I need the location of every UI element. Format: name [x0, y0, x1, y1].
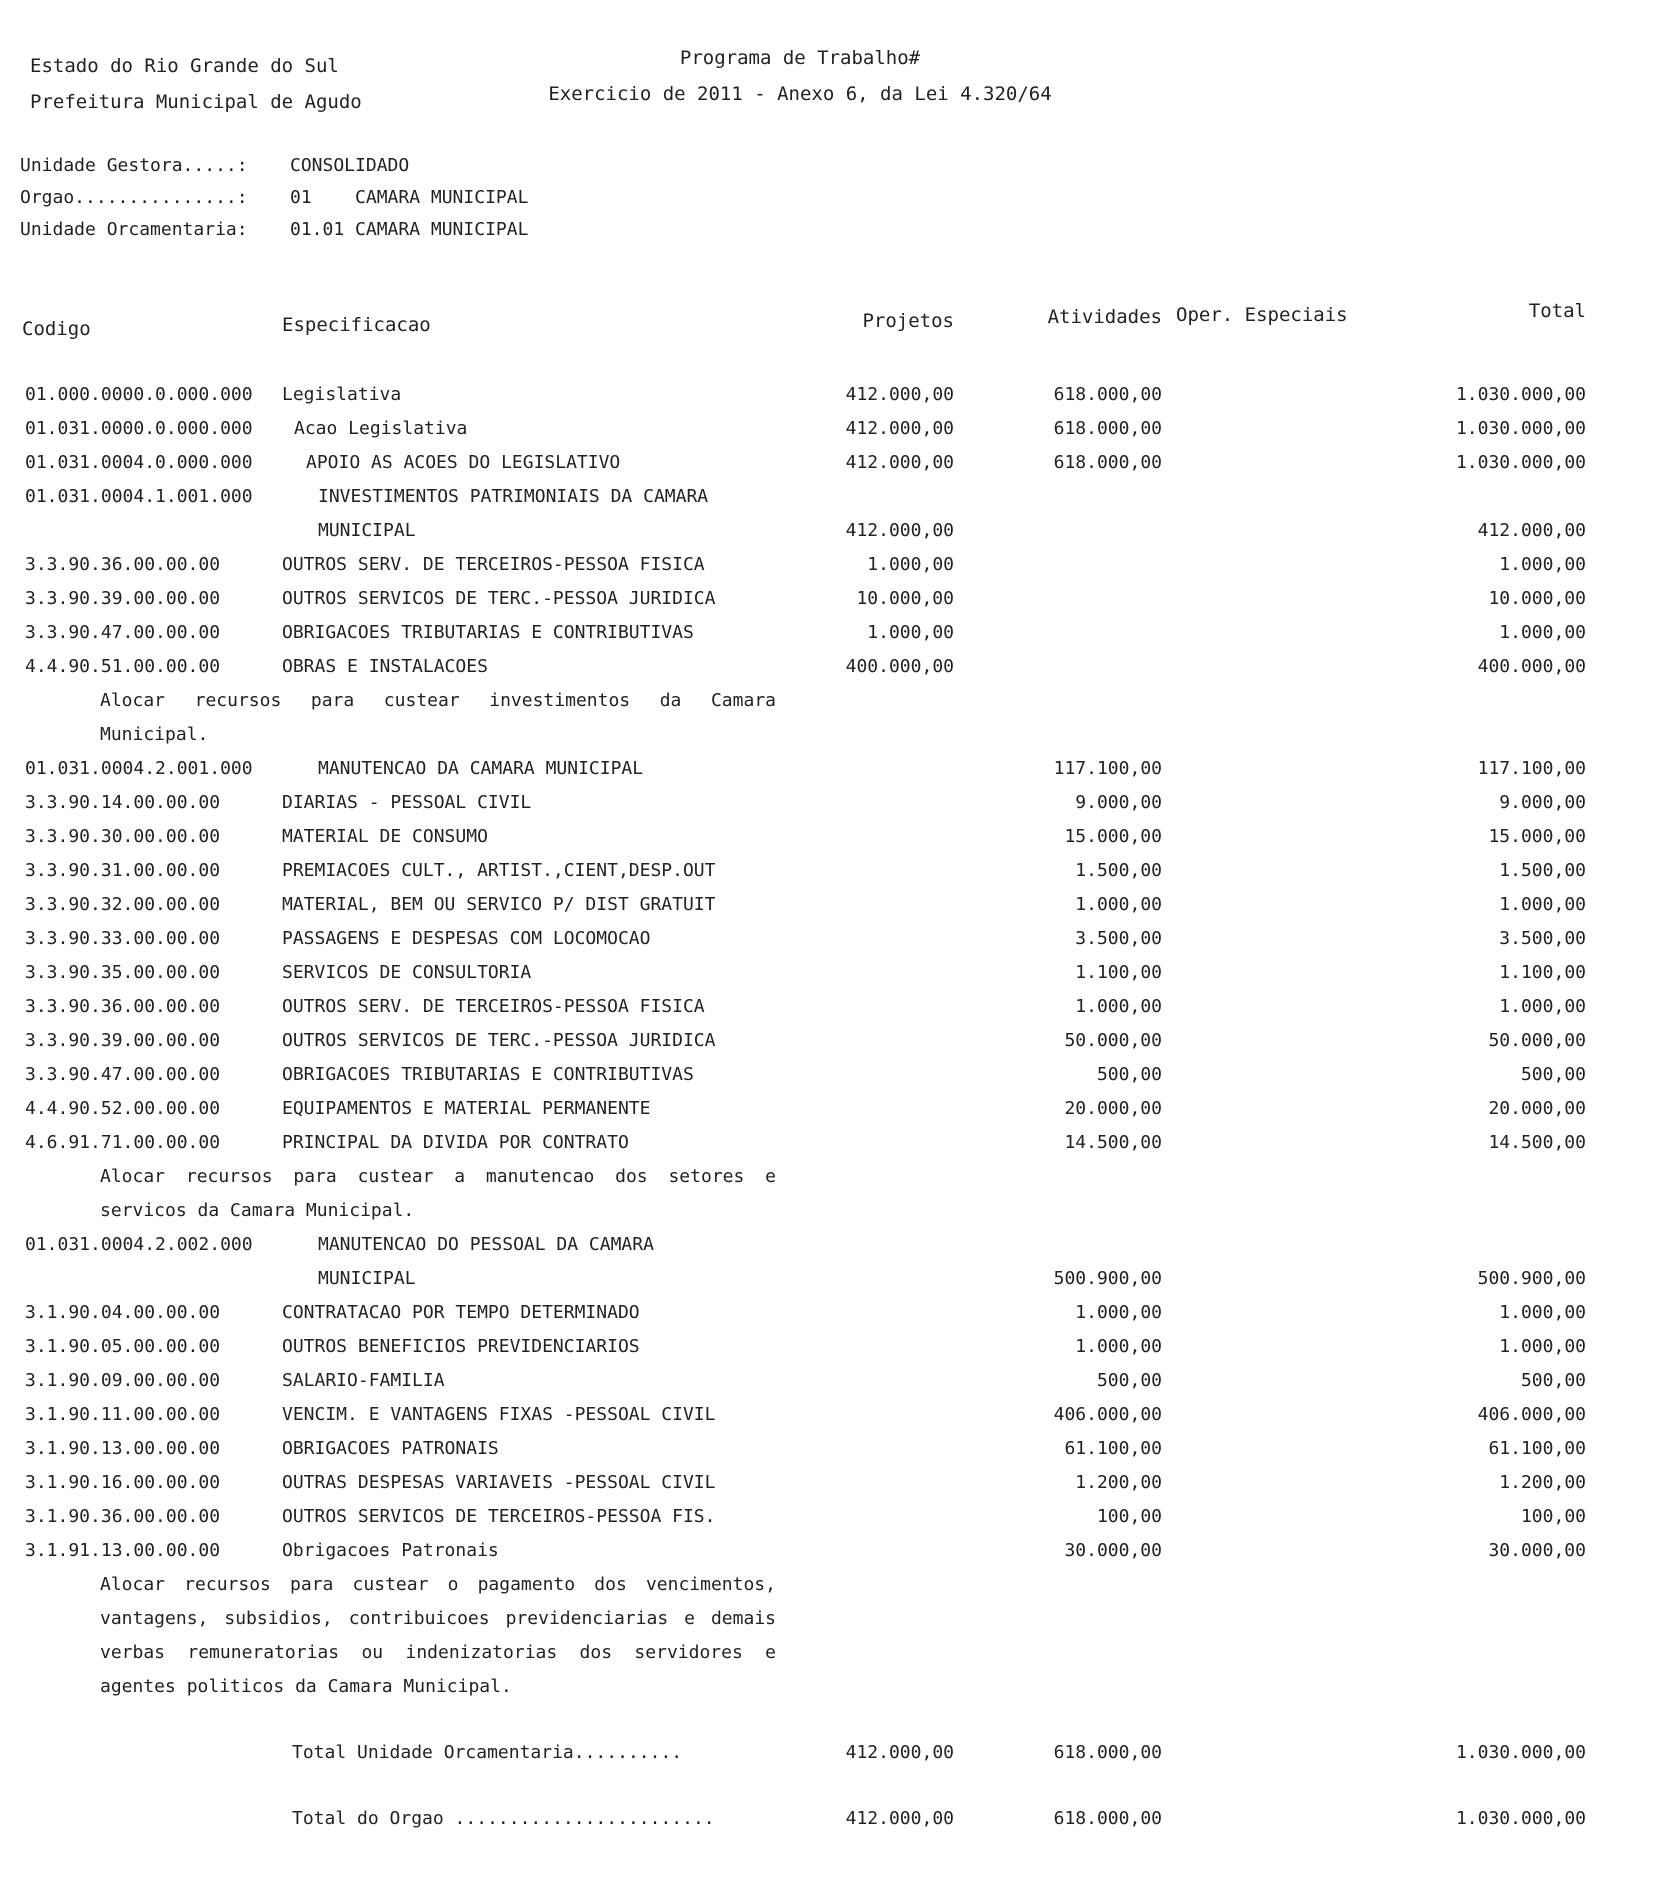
- projetos-cell: 1.000,00: [867, 554, 954, 575]
- specification-cell: MATERIAL DE CONSUMO: [282, 826, 488, 847]
- code-cell: 3.3.90.47.00.00.00: [25, 1064, 221, 1085]
- specification-cell: INVESTIMENTOS PATRIMONIAIS DA CAMARA: [318, 486, 709, 507]
- total-cell: 10.000,00: [1488, 588, 1586, 609]
- code-cell: 01.031.0000.0.000.000: [25, 418, 253, 439]
- total-value: 1.030.000,00: [1455, 1808, 1586, 1829]
- table-row: [0, 820, 1654, 854]
- specification-cell: OUTRAS DESPESAS VARIAVEIS -PESSOAL CIVIL: [282, 1472, 716, 1493]
- total-cell: 50.000,00: [1488, 1030, 1586, 1051]
- total-atividades: 618.000,00: [1053, 1742, 1162, 1763]
- code-cell: 3.1.90.09.00.00.00: [25, 1370, 221, 1391]
- table-row: [0, 1398, 1654, 1432]
- total-projetos: 412.000,00: [845, 1742, 954, 1763]
- specification-cell: EQUIPAMENTOS E MATERIAL PERMANENTE: [282, 1098, 651, 1119]
- projetos-cell: 412.000,00: [845, 384, 954, 405]
- specification-cell: OUTROS SERVICOS DE TERCEIROS-PESSOA FIS.: [282, 1506, 716, 1527]
- atividades-cell: 1.000,00: [1075, 894, 1162, 915]
- total-cell: 1.000,00: [1499, 1302, 1586, 1323]
- projetos-cell: 10.000,00: [856, 588, 954, 609]
- total-cell: 14.500,00: [1488, 1132, 1586, 1153]
- column-header-total: Total: [1528, 300, 1586, 322]
- specification-cell: MUNICIPAL: [318, 520, 416, 541]
- table-row: [0, 412, 1654, 446]
- specification-cell: PREMIACOES CULT., ARTIST.,CIENT,DESP.OUT: [282, 860, 716, 881]
- total-cell: 500.900,00: [1477, 1268, 1586, 1289]
- code-cell: 3.3.90.14.00.00.00: [25, 792, 221, 813]
- total-cell: 400.000,00: [1477, 656, 1586, 677]
- code-cell: 3.3.90.36.00.00.00: [25, 554, 221, 575]
- specification-cell: OUTROS SERV. DE TERCEIROS-PESSOA FISICA: [282, 996, 705, 1017]
- code-cell: 3.3.90.32.00.00.00: [25, 894, 221, 915]
- specification-cell: Legislativa: [282, 384, 402, 405]
- code-cell: 01.031.0004.0.000.000: [25, 452, 253, 473]
- code-cell: 01.000.0000.0.000.000: [25, 384, 253, 405]
- code-cell: 3.3.90.30.00.00.00: [25, 826, 221, 847]
- specification-cell: Obrigacoes Patronais: [282, 1540, 499, 1561]
- table-row: [0, 1262, 1654, 1296]
- code-cell: 4.6.91.71.00.00.00: [25, 1132, 221, 1153]
- atividades-cell: 500,00: [1096, 1370, 1162, 1391]
- code-cell: 3.3.90.39.00.00.00: [25, 588, 221, 609]
- code-cell: 3.1.90.16.00.00.00: [25, 1472, 221, 1493]
- table-row: [0, 1466, 1654, 1500]
- atividades-cell: 618.000,00: [1053, 418, 1162, 439]
- atividades-cell: 61.100,00: [1064, 1438, 1162, 1459]
- total-label: Total do Orgao ........................: [292, 1808, 715, 1829]
- projetos-cell: 400.000,00: [845, 656, 954, 677]
- code-cell: 3.3.90.33.00.00.00: [25, 928, 221, 949]
- atividades-cell: 1.500,00: [1075, 860, 1162, 881]
- total-cell: 500,00: [1520, 1064, 1586, 1085]
- header-center: [530, 40, 1070, 112]
- table-row: [0, 616, 1654, 650]
- atividades-cell: 15.000,00: [1064, 826, 1162, 847]
- code-cell: 4.4.90.51.00.00.00: [25, 656, 221, 677]
- atividades-cell: 100,00: [1096, 1506, 1162, 1527]
- code-cell: 3.3.90.36.00.00.00: [25, 996, 221, 1017]
- code-cell: 4.4.90.52.00.00.00: [25, 1098, 221, 1119]
- ident-value: 01 CAMARA MUNICIPAL: [290, 187, 529, 208]
- ident-label: Unidade Orcamentaria:: [20, 219, 248, 240]
- code-cell: 01.031.0004.1.001.000: [25, 486, 253, 507]
- specification-cell: DIARIAS - PESSOAL CIVIL: [282, 792, 532, 813]
- atividades-cell: 1.000,00: [1075, 996, 1162, 1017]
- atividades-cell: 406.000,00: [1053, 1404, 1162, 1425]
- table-row: [0, 1432, 1654, 1466]
- report-title: Programa de Trabalho#: [679, 47, 921, 69]
- table-row: [0, 378, 1654, 412]
- table-row: [0, 1534, 1654, 1568]
- atividades-cell: 1.100,00: [1075, 962, 1162, 983]
- total-cell: 15.000,00: [1488, 826, 1586, 847]
- code-cell: 3.1.90.11.00.00.00: [25, 1404, 221, 1425]
- code-cell: 01.031.0004.2.001.000: [25, 758, 253, 779]
- atividades-cell: 500.900,00: [1053, 1268, 1162, 1289]
- specification-cell: SALARIO-FAMILIA: [282, 1370, 445, 1391]
- total-cell: 3.500,00: [1499, 928, 1586, 949]
- municipality-name: Prefeitura Municipal de Agudo: [30, 91, 362, 113]
- totals-block: [0, 1722, 1654, 1854]
- atividades-cell: 500,00: [1096, 1064, 1162, 1085]
- specification-cell: OBRAS E INSTALACOES: [282, 656, 488, 677]
- column-header-especificacao: Especificacao: [282, 314, 431, 336]
- table-row: [0, 650, 1654, 684]
- total-cell: 117.100,00: [1477, 758, 1586, 779]
- total-value: 1.030.000,00: [1455, 1742, 1586, 1763]
- atividades-cell: 50.000,00: [1064, 1030, 1162, 1051]
- atividades-cell: 1.000,00: [1075, 1336, 1162, 1357]
- specification-cell: VENCIM. E VANTAGENS FIXAS -PESSOAL CIVIL: [282, 1404, 716, 1425]
- specification-cell: OUTROS SERV. DE TERCEIROS-PESSOA FISICA: [282, 554, 705, 575]
- header-left: [30, 48, 362, 120]
- specification-cell: MANUTENCAO DA CAMARA MUNICIPAL: [318, 758, 644, 779]
- projetos-cell: 1.000,00: [867, 622, 954, 643]
- specification-cell: CONTRATACAO POR TEMPO DETERMINADO: [282, 1302, 640, 1323]
- total-cell: 20.000,00: [1488, 1098, 1586, 1119]
- atividades-cell: 618.000,00: [1053, 452, 1162, 473]
- specification-cell: MANUTENCAO DO PESSOAL DA CAMARA: [318, 1234, 654, 1255]
- description-note: Alocar recursos para custear investimentos da Camara Municipal.: [100, 690, 776, 745]
- total-cell: 1.000,00: [1499, 554, 1586, 575]
- table-row: [0, 752, 1654, 786]
- ident-value: 01.01 CAMARA MUNICIPAL: [290, 219, 529, 240]
- total-cell: 61.100,00: [1488, 1438, 1586, 1459]
- atividades-cell: 618.000,00: [1053, 384, 1162, 405]
- table-row: [0, 1364, 1654, 1398]
- specification-cell: OUTROS SERVICOS DE TERC.-PESSOA JURIDICA: [282, 588, 716, 609]
- identification-block: [20, 150, 528, 246]
- code-cell: 01.031.0004.2.002.000: [25, 1234, 253, 1255]
- total-cell: 1.500,00: [1499, 860, 1586, 881]
- total-projetos: 412.000,00: [845, 1808, 954, 1829]
- atividades-cell: 14.500,00: [1064, 1132, 1162, 1153]
- code-cell: 3.3.90.47.00.00.00: [25, 622, 221, 643]
- table-row: [0, 582, 1654, 616]
- code-cell: 3.1.90.05.00.00.00: [25, 1336, 221, 1357]
- table-row: [0, 514, 1654, 548]
- code-cell: 3.1.91.13.00.00.00: [25, 1540, 221, 1561]
- specification-cell: OBRIGACOES TRIBUTARIAS E CONTRIBUTIVAS: [282, 622, 694, 643]
- table-row: [0, 888, 1654, 922]
- table-row: [0, 480, 1654, 514]
- specification-cell: Acao Legislativa: [294, 418, 468, 439]
- ident-row-unidade-gestora: [20, 150, 528, 182]
- ident-row-unidade-orcamentaria: [20, 214, 528, 246]
- total-cell: 1.030.000,00: [1455, 452, 1586, 473]
- report-subtitle: Exercicio de 2011 - Anexo 6, da Lei 4.320/64: [548, 83, 1052, 105]
- atividades-cell: 3.500,00: [1075, 928, 1162, 949]
- total-atividades: 618.000,00: [1053, 1808, 1162, 1829]
- total-cell: 9.000,00: [1499, 792, 1586, 813]
- table-row: [0, 786, 1654, 820]
- specification-cell: OBRIGACOES TRIBUTARIAS E CONTRIBUTIVAS: [282, 1064, 694, 1085]
- code-cell: 3.3.90.35.00.00.00: [25, 962, 221, 983]
- table-row: [0, 1500, 1654, 1534]
- ident-label: Orgao...............:: [20, 187, 248, 208]
- total-cell: 412.000,00: [1477, 520, 1586, 541]
- code-cell: 3.1.90.36.00.00.00: [25, 1506, 221, 1527]
- specification-cell: OBRIGACOES PATRONAIS: [282, 1438, 499, 1459]
- specification-cell: OUTROS BENEFICIOS PREVIDENCIARIOS: [282, 1336, 640, 1357]
- atividades-cell: 1.000,00: [1075, 1302, 1162, 1323]
- total-cell: 406.000,00: [1477, 1404, 1586, 1425]
- total-cell: 1.000,00: [1499, 894, 1586, 915]
- total-cell: 1.000,00: [1499, 622, 1586, 643]
- atividades-cell: 20.000,00: [1064, 1098, 1162, 1119]
- column-header-codigo: Codigo: [22, 318, 91, 340]
- code-cell: 3.1.90.13.00.00.00: [25, 1438, 221, 1459]
- table-row: [0, 1296, 1654, 1330]
- atividades-cell: 9.000,00: [1075, 792, 1162, 813]
- total-cell: 1.030.000,00: [1455, 418, 1586, 439]
- table-row: [0, 1228, 1654, 1262]
- table-row: [0, 1330, 1654, 1364]
- total-cell: 100,00: [1520, 1506, 1586, 1527]
- budget-table-body: [0, 378, 1654, 1704]
- table-row: [0, 548, 1654, 582]
- projetos-cell: 412.000,00: [845, 452, 954, 473]
- table-row: [0, 922, 1654, 956]
- column-header-atividades: Atividades: [1047, 306, 1162, 328]
- specification-cell: APOIO AS ACOES DO LEGISLATIVO: [306, 452, 621, 473]
- specification-cell: MATERIAL, BEM OU SERVICO P/ DIST GRATUIT: [282, 894, 716, 915]
- table-row: [0, 1024, 1654, 1058]
- specification-cell: PRINCIPAL DA DIVIDA POR CONTRATO: [282, 1132, 629, 1153]
- total-row: [0, 1788, 1654, 1854]
- column-header-oper-especiais: Oper. Especiais: [1176, 304, 1348, 326]
- projetos-cell: 412.000,00: [845, 418, 954, 439]
- column-header-projetos: Projetos: [862, 310, 954, 332]
- code-cell: 3.3.90.39.00.00.00: [25, 1030, 221, 1051]
- state-name: Estado do Rio Grande do Sul: [30, 55, 339, 77]
- ident-label: Unidade Gestora.....:: [20, 155, 248, 176]
- atividades-cell: 117.100,00: [1053, 758, 1162, 779]
- code-cell: 3.3.90.31.00.00.00: [25, 860, 221, 881]
- table-row: [0, 446, 1654, 480]
- total-cell: 1.100,00: [1499, 962, 1586, 983]
- specification-cell: SERVICOS DE CONSULTORIA: [282, 962, 532, 983]
- projetos-cell: 412.000,00: [845, 520, 954, 541]
- total-cell: 30.000,00: [1488, 1540, 1586, 1561]
- atividades-cell: 30.000,00: [1064, 1540, 1162, 1561]
- code-cell: 3.1.90.04.00.00.00: [25, 1302, 221, 1323]
- total-row: [0, 1722, 1654, 1788]
- atividades-cell: 1.200,00: [1075, 1472, 1162, 1493]
- table-row: [0, 956, 1654, 990]
- total-cell: 500,00: [1520, 1370, 1586, 1391]
- specification-cell: MUNICIPAL: [318, 1268, 416, 1289]
- ident-value: CONSOLIDADO: [290, 155, 410, 176]
- specification-cell: PASSAGENS E DESPESAS COM LOCOMOCAO: [282, 928, 651, 949]
- table-row: [0, 990, 1654, 1024]
- table-row: [0, 854, 1654, 888]
- total-cell: 1.200,00: [1499, 1472, 1586, 1493]
- total-label: Total Unidade Orcamentaria..........: [292, 1742, 683, 1763]
- description-note: Alocar recursos para custear o pagamento dos vencimentos, vantagens, subsidios, contribuicoes previdenciarias e demais verbas remuneratorias ou indenizatorias dos servidores e agentes politicos da Camara Municipal.: [100, 1574, 776, 1697]
- total-cell: 1.000,00: [1499, 1336, 1586, 1357]
- total-cell: 1.000,00: [1499, 996, 1586, 1017]
- ident-row-orgao: [20, 182, 528, 214]
- total-cell: 1.030.000,00: [1455, 384, 1586, 405]
- column-headers: [0, 300, 1654, 340]
- specification-cell: OUTROS SERVICOS DE TERC.-PESSOA JURIDICA: [282, 1030, 716, 1051]
- table-row: [0, 1092, 1654, 1126]
- table-row: [0, 1058, 1654, 1092]
- description-note: Alocar recursos para custear a manutencao dos setores e servicos da Camara Municipal.: [100, 1166, 776, 1221]
- table-row: [0, 1126, 1654, 1160]
